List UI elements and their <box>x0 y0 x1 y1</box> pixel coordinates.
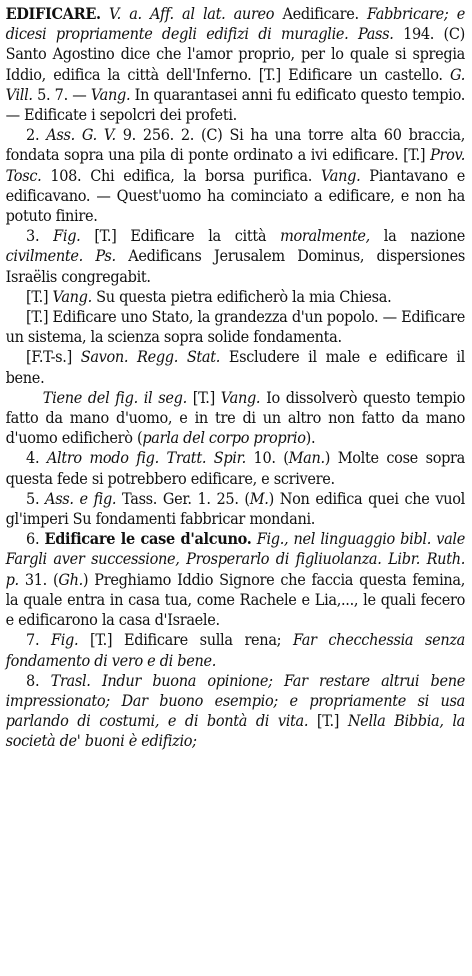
entry-paragraph-12 <box>6 671 465 752</box>
text-run: 3. <box>26 227 54 246</box>
italic-text: Fig., nel linguaggio bibl. vale Fargli aver successione, Prosperarlo di figliuolanza. Libr. Ruth. p. <box>5 530 466 589</box>
text-run: Piantavano e edificavano. — Quest'uomo ha cominciato a edificare, e non ha potuto finire. <box>5 166 466 226</box>
italic-text: Gh. <box>58 570 83 589</box>
italic-text: Altro modo fig. Tratt. Spir. <box>46 449 246 468</box>
italic-text: Nella Bibbia, la società de' buoni è edifizio; <box>5 712 465 751</box>
entry-paragraph-10 <box>6 529 465 630</box>
italic-text: Trasl. Indur buona opinione; Far restare altrui bene impressionato; Dar buono esempio; e propriamente si usa parlando di costumi, e di bontà di vita. <box>5 671 466 731</box>
italic-text: Vang. <box>90 85 131 104</box>
text-run <box>101 5 109 23</box>
entry-paragraph-3 <box>6 226 465 287</box>
text-run: 194. (C) Santo Agostino dice che l'amor proprio, per lo quale si spregia Iddio, edifica la città dell'Inferno. [T.] Edificare un castello. <box>5 25 466 84</box>
text-run: 31. ( <box>18 570 59 589</box>
text-run: la nazione <box>369 227 465 246</box>
text-run: ) Non edifica quei che vuol gl'imperi Su fondamenti fabbricar mondani. <box>5 489 465 529</box>
italic-text: Vang. <box>52 287 92 306</box>
italic-text: Fig. <box>50 631 79 650</box>
italic-text: Fig. <box>53 227 81 246</box>
text-run: [F.T-s.] <box>26 348 81 367</box>
entry-paragraph-6 <box>6 347 465 387</box>
text-run: Escludere il male e edificare il bene. <box>5 348 465 387</box>
text-run: 108. Chi edifica, la borsa purifica. <box>41 166 321 185</box>
italic-text: Far checchessia senza fondamento di vero e di bene. <box>5 631 465 670</box>
text-run: [T.] Edificare sulla rena; <box>78 631 293 650</box>
text-run: In quarantasei anni fu edificato questo tempio. — Edificate i sepolcri dei profeti. <box>5 85 466 125</box>
text-run: ) Molte cose sopra questa fede si potrebbero edificare, e scrivere. <box>5 449 465 488</box>
entry-paragraph-8 <box>6 448 465 488</box>
italic-text: V. a. Aff. al lat. aureo <box>109 5 275 23</box>
text-run: [T.] <box>26 287 53 306</box>
italic-text: M. <box>249 489 269 508</box>
entry-paragraph-5 <box>6 307 465 347</box>
text-run: 5. 7. — <box>32 85 91 104</box>
italic-text: Ass. e fig. <box>45 489 117 508</box>
text-run: 2. <box>26 126 47 145</box>
text-run: [T.] <box>186 388 221 407</box>
italic-text: parla del corpo proprio <box>142 429 306 448</box>
italic-text: moralmente, <box>280 227 370 246</box>
entry-paragraph-4 <box>6 287 465 307</box>
text-run: Aedificare. <box>274 5 368 23</box>
entry-paragraph-9 <box>6 489 465 529</box>
italic-text: G. Vill. <box>5 65 465 104</box>
text-run: [T.] <box>308 712 348 731</box>
text-run: 4. <box>26 449 47 468</box>
italic-text: Prov. Tosc. <box>5 146 465 185</box>
entry-paragraph-11 <box>6 630 465 670</box>
italic-text: Savon. Regg. Stat. <box>80 348 221 367</box>
text-run: 10. ( <box>245 449 289 468</box>
text-run: ). <box>305 429 316 448</box>
text-run: 8. <box>26 671 51 690</box>
text-run: 5. <box>26 489 46 508</box>
italic-text: Ass. G. V. <box>46 126 116 145</box>
text-run: ) Preghiamo Iddio Signore che faccia questa femina, la quale entra in casa tua, come Rachele e Lia,..., le quali fecero e edificarono la casa d'Israele. <box>5 570 466 630</box>
text-run: 7. <box>26 631 51 650</box>
text-run: 6. <box>26 530 45 549</box>
headword-text: EDIFICARE. <box>5 4 101 23</box>
text-run: [T.] Edificare la città <box>80 227 281 246</box>
entry-paragraph-1 <box>6 4 465 125</box>
italic-text: Vang. <box>220 388 261 407</box>
entry-paragraph-2 <box>6 125 465 226</box>
italic-text: Tiene del fig. il seg. <box>42 388 187 407</box>
text-run: Io dissolverò questo tempio fatto da mano d'uomo, e in tre di un altro non fatto da mano d'uomo edificherò ( <box>5 388 466 448</box>
text-run: [T.] Edificare uno Stato, la grandezza d'un popolo. — Edificare un sistema, la scienza sopra solide fondamenta. <box>5 308 465 347</box>
italic-text: Man. <box>288 449 325 468</box>
text-run: Tass. Ger. 1. 25. ( <box>116 489 250 508</box>
text-run: Su questa pietra edificherò la mia Chiesa. <box>91 287 392 306</box>
entry-paragraph-7 <box>6 388 465 449</box>
italic-text: civilmente. Ps. <box>5 247 116 266</box>
italic-text: Vang. <box>320 166 361 185</box>
text-run: Aedificans Jerusalem Dominus, dispersiones Israëlis congregabit. <box>5 247 465 286</box>
italic-text: Fabbricare; e dicesi propriamente degli edifizi di muraglie. Pass. <box>5 5 465 44</box>
headword-text: Edificare le case d'alcuno. <box>44 529 252 549</box>
text-run: 9. 256. 2. (C) Si ha una torre alta 60 braccia, fondata sopra una pila di ponte ordinato a ivi edificare. [T.] <box>5 126 465 165</box>
